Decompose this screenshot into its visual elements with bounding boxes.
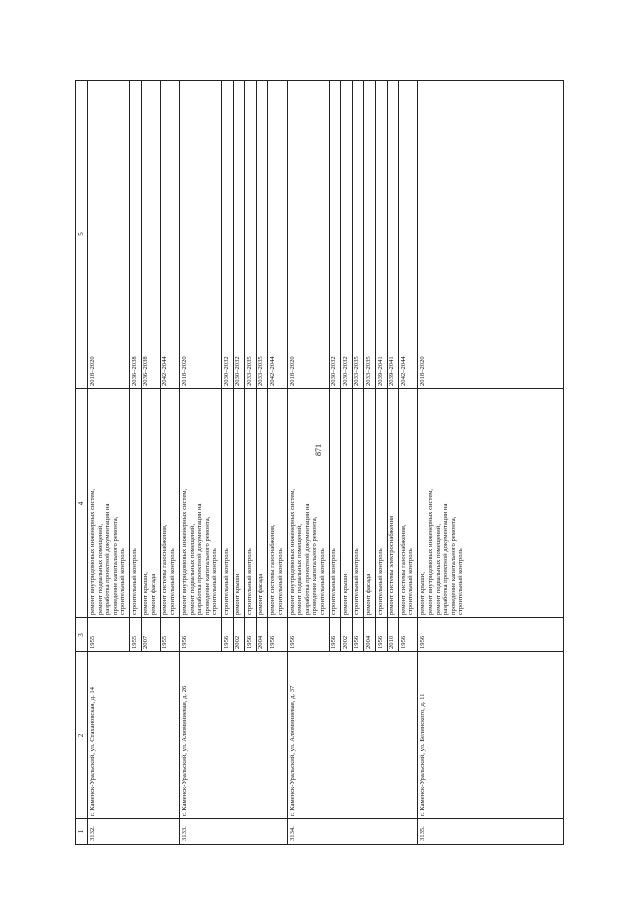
entry-work-line: ремонт внутридомовых инженерных систем, <box>427 488 434 615</box>
sub-year: 1956 <box>268 635 276 649</box>
column-number-1: 1 <box>77 829 85 834</box>
sub-period: 2033–2035 <box>245 356 253 386</box>
sub-work-line: строительный контроль <box>353 548 361 615</box>
sub-work-line: строительный контроль <box>276 548 284 615</box>
sub-period: 2036–2038 <box>130 356 138 386</box>
sub-period: 2036–2038 <box>142 356 150 386</box>
entry-work-line: ремонт крыши, <box>419 572 427 615</box>
entry-work-line: ремонт подвальных помещений, <box>296 524 304 615</box>
sub-work-line: ремонт крыши, <box>142 572 150 615</box>
sub-work-line: строительный контроль <box>222 548 230 615</box>
sub-work-line: ремонт крыши <box>341 573 349 615</box>
entry-number: 3134. <box>288 826 296 841</box>
sub-work-line: строительный контроль <box>245 548 253 615</box>
sub-year: 1955 <box>161 635 169 649</box>
entry-period: 2018–2020 <box>181 356 188 386</box>
sub-year: 1956 <box>222 635 230 649</box>
sub-work-line: ремонт системы газоснабжения, <box>268 524 276 615</box>
table-header-row <box>76 81 88 844</box>
table-row-border <box>287 81 288 844</box>
entry-work-line: ремонт внутридомовых инженерных систем, <box>288 488 296 615</box>
entry-work-line: проведение капитального ремонта, <box>203 516 211 615</box>
entry-work-line: проведение капитального ремонта, <box>111 516 119 615</box>
sub-work-line: строительный контроль <box>330 548 338 615</box>
entry-period: 2018–2020 <box>288 356 296 386</box>
sub-work-line: ремонт системы газоснабжения, <box>161 524 169 615</box>
column-number-5: 5 <box>77 232 85 236</box>
sub-work-line: ремонт крыши <box>234 573 242 615</box>
table-row-border <box>417 81 418 844</box>
sub-period: 2033–2035 <box>257 356 265 386</box>
sub-work-line: строительный контроль <box>407 548 415 615</box>
entry-year: 1956 <box>419 635 427 649</box>
sub-work-line: ремонт системы электроснабжения <box>388 515 396 615</box>
sub-work-line: строительный контроль <box>376 548 384 615</box>
table-row-border <box>179 81 180 844</box>
sub-year: 2002 <box>341 635 349 649</box>
entry-address: г. Каменск-Уральский, ул. Стахановская, д. 14 <box>89 687 96 816</box>
entry-work-line: разработка проектной документации на <box>303 503 311 615</box>
entry-work-line: строительный контроль <box>319 548 326 615</box>
entry-number: 3135. <box>419 826 427 841</box>
sub-work-line: ремонт фасада <box>257 573 265 615</box>
sub-year: 1956 <box>245 635 253 649</box>
entry-work-line: ремонт подвальных помещений, <box>434 524 442 615</box>
entry-work-line: строительный контроль <box>457 548 465 615</box>
entry-work-line: ремонт внутридомовых инженерных систем, <box>181 488 188 615</box>
entry-work-line: проведение капитального ремонта, <box>311 516 319 615</box>
entry-address: г. Каменск-Уральский, ул. Алюминиевая, д. 26 <box>181 685 188 816</box>
entry-work-line: разработка проектной документации на <box>442 503 450 615</box>
sub-period: 2030–2032 <box>234 356 242 386</box>
column-divider <box>76 617 563 618</box>
works-table <box>75 80 564 845</box>
entry-address: г. Каменск-Уральский, ул. Белинского, д. 11 <box>419 693 427 816</box>
column-number-3: 3 <box>77 633 85 637</box>
entry-work-line: проведение капитального ремонта, <box>449 516 457 615</box>
column-divider <box>76 388 563 389</box>
sub-year: 2004 <box>364 635 372 649</box>
entry-work-line: разработка проектной документации на <box>196 503 204 615</box>
sub-year: 2007 <box>142 635 150 649</box>
page-number: 871 <box>314 444 323 456</box>
sub-year: 1956 <box>376 635 384 649</box>
entry-address: г. Каменск-Уральский, ул. Алюминиевая, д. 37 <box>288 685 296 816</box>
sub-period: 2030–2032 <box>330 356 338 386</box>
sub-year: 2002 <box>234 635 242 649</box>
entry-number: 3132. <box>89 826 96 841</box>
sub-period: 2042–2044 <box>399 356 407 386</box>
sub-period: 2039–2041 <box>376 356 384 386</box>
sub-year: 2010 <box>388 635 396 649</box>
entry-period: 2018–2020 <box>419 356 427 386</box>
sub-period: 2030–2032 <box>341 356 349 386</box>
entry-work-line: строительный контроль <box>211 548 219 615</box>
sub-year: 1956 <box>330 635 338 649</box>
entry-work-line: ремонт подвальных помещений, <box>96 524 104 615</box>
column-number-4: 4 <box>77 501 85 506</box>
sub-period: 2042–2044 <box>268 356 276 386</box>
column-divider <box>76 651 563 652</box>
sub-period: 2030–2032 <box>222 356 230 386</box>
entry-work-line: строительный контроль <box>119 548 127 615</box>
entry-year: 1956 <box>181 635 188 649</box>
sub-year: 2004 <box>257 635 265 649</box>
sub-work-line: ремонт системы газоснабжения, <box>399 524 407 615</box>
sub-period: 2033–2035 <box>364 356 372 386</box>
sub-work-line: ремонт фасада <box>149 573 157 615</box>
sub-year: 1956 <box>399 635 407 649</box>
entry-work-line: разработка проектной документации на <box>104 503 112 615</box>
entry-work-line: ремонт внутридомовых инженерных систем, <box>89 488 96 615</box>
sub-year: 1956 <box>353 635 361 649</box>
entry-number: 3133. <box>181 826 188 841</box>
sub-work-line: строительный контроль <box>168 548 176 615</box>
entry-year: 1956 <box>288 635 296 649</box>
column-number-2: 2 <box>77 733 85 738</box>
sub-year: 1955 <box>130 635 138 649</box>
sub-work-line: ремонт фасада <box>364 573 372 615</box>
sub-period: 2042–2044 <box>161 356 169 386</box>
column-divider <box>76 818 563 819</box>
sub-period: 2039–2041 <box>388 356 396 386</box>
entry-period: 2018–2020 <box>89 356 96 386</box>
entry-work-line: ремонт подвальных помещений, <box>188 524 196 615</box>
entry-year: 1955 <box>89 635 96 649</box>
document-page <box>75 80 564 845</box>
sub-work-line: строительный контроль <box>130 548 138 615</box>
sub-period: 2033–2035 <box>353 356 361 386</box>
